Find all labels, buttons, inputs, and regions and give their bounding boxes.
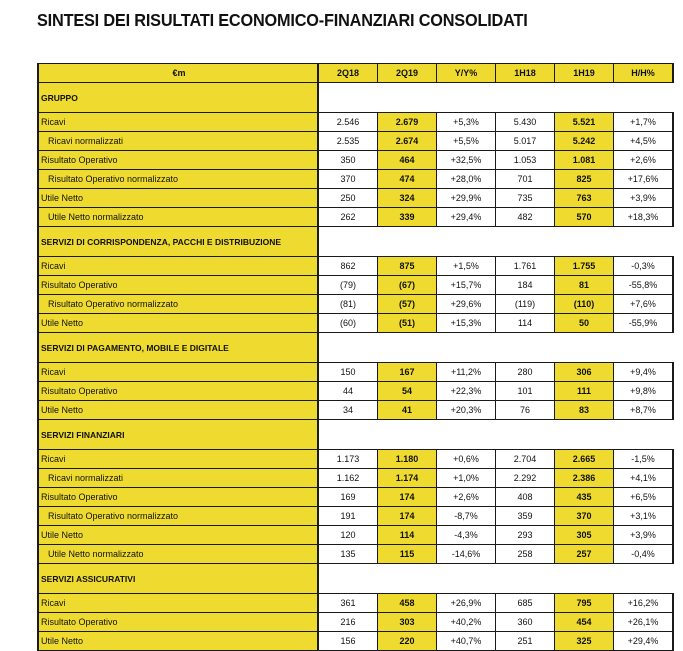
cell-yy: +40,7% [437, 632, 496, 651]
cell-1h18: 685 [496, 594, 555, 613]
cell-1h18: 1.761 [496, 257, 555, 276]
cell-hh: -55,9% [614, 314, 674, 333]
table-row [38, 208, 673, 227]
cell-hh: +29,4% [614, 632, 674, 651]
cell-1h19: 305 [555, 526, 614, 545]
row-label: Utile Netto normalizzato [38, 545, 318, 564]
cell-1h19: 795 [555, 594, 614, 613]
cell-2q19: 114 [378, 526, 437, 545]
cell-yy: -14,6% [437, 545, 496, 564]
row-label: Ricavi [38, 113, 318, 132]
row-label: Risultato Operativo [38, 382, 318, 401]
cell-1h19: 435 [555, 488, 614, 507]
column-header-1h19: 1H19 [555, 64, 614, 83]
cell-2q18: (60) [318, 314, 378, 333]
table-row [38, 545, 673, 564]
section-title: SERVIZI ASSICURATIVI [38, 564, 318, 594]
cell-1h19: 370 [555, 507, 614, 526]
table-row [38, 132, 673, 151]
column-header-yy: Y/Y% [437, 64, 496, 83]
table-row [38, 488, 673, 507]
cell-2q18: 370 [318, 170, 378, 189]
section-header-row [38, 333, 673, 363]
table-row [38, 613, 673, 632]
cell-2q19: 2.674 [378, 132, 437, 151]
cell-1h19: 454 [555, 613, 614, 632]
cell-2q18: 1.173 [318, 450, 378, 469]
table-row [38, 632, 673, 651]
cell-hh: +6,5% [614, 488, 674, 507]
cell-yy: +15,3% [437, 314, 496, 333]
section-title: GRUPPO [38, 83, 318, 113]
section-spacer [318, 333, 673, 363]
cell-2q18: 191 [318, 507, 378, 526]
row-label: Risultato Operativo normalizzato [38, 295, 318, 314]
cell-hh: +26,1% [614, 613, 674, 632]
row-label: Risultato Operativo [38, 151, 318, 170]
section-header-row [38, 83, 673, 113]
cell-1h18: 2.704 [496, 450, 555, 469]
cell-1h18: 258 [496, 545, 555, 564]
cell-2q18: 2.546 [318, 113, 378, 132]
row-label: Risultato Operativo normalizzato [38, 507, 318, 526]
cell-2q19: 54 [378, 382, 437, 401]
cell-2q19: 303 [378, 613, 437, 632]
cell-yy: +1,5% [437, 257, 496, 276]
cell-2q19: (67) [378, 276, 437, 295]
cell-2q19: 115 [378, 545, 437, 564]
row-label: Ricavi [38, 363, 318, 382]
table-row [38, 113, 673, 132]
cell-hh: +1,7% [614, 113, 674, 132]
cell-1h19: (110) [555, 295, 614, 314]
column-header-hh: H/H% [614, 64, 674, 83]
cell-2q18: (79) [318, 276, 378, 295]
cell-1h18: 101 [496, 382, 555, 401]
cell-2q18: 361 [318, 594, 378, 613]
cell-hh: +8,7% [614, 401, 674, 420]
cell-yy: +1,0% [437, 469, 496, 488]
cell-2q18: 1.162 [318, 469, 378, 488]
table-row [38, 295, 673, 314]
cell-hh: -0,3% [614, 257, 674, 276]
cell-2q18: 2.535 [318, 132, 378, 151]
row-label: Risultato Operativo [38, 488, 318, 507]
cell-hh: +3,1% [614, 507, 674, 526]
results-table [37, 63, 674, 651]
cell-1h18: 360 [496, 613, 555, 632]
cell-hh: +4,1% [614, 469, 674, 488]
cell-1h18: 5.430 [496, 113, 555, 132]
table-row [38, 382, 673, 401]
cell-hh: -1,5% [614, 450, 674, 469]
cell-yy: +29,9% [437, 189, 496, 208]
cell-2q19: 2.679 [378, 113, 437, 132]
cell-1h18: 359 [496, 507, 555, 526]
table-row [38, 314, 673, 333]
cell-1h19: 2.386 [555, 469, 614, 488]
cell-2q18: (81) [318, 295, 378, 314]
cell-1h19: 1.755 [555, 257, 614, 276]
row-label: Utile Netto [38, 314, 318, 333]
row-label: Utile Netto [38, 189, 318, 208]
cell-1h18: 482 [496, 208, 555, 227]
table-row [38, 469, 673, 488]
cell-yy: +2,6% [437, 488, 496, 507]
table-row [38, 189, 673, 208]
section-header-row [38, 227, 673, 257]
cell-1h19: 257 [555, 545, 614, 564]
cell-yy: +0,6% [437, 450, 496, 469]
cell-1h18: 76 [496, 401, 555, 420]
cell-hh: -55,8% [614, 276, 674, 295]
cell-1h19: 83 [555, 401, 614, 420]
cell-1h19: 1.081 [555, 151, 614, 170]
row-label: Ricavi [38, 594, 318, 613]
table-row [38, 151, 673, 170]
row-label: Utile Netto [38, 632, 318, 651]
table-row [38, 170, 673, 189]
cell-yy: -4,3% [437, 526, 496, 545]
row-label: Utile Netto normalizzato [38, 208, 318, 227]
cell-2q19: 41 [378, 401, 437, 420]
cell-1h18: 701 [496, 170, 555, 189]
cell-2q18: 44 [318, 382, 378, 401]
row-label: Risultato Operativo normalizzato [38, 170, 318, 189]
cell-2q19: 458 [378, 594, 437, 613]
cell-1h18: 5.017 [496, 132, 555, 151]
section-spacer [318, 227, 673, 257]
table-header-row [38, 64, 673, 83]
cell-2q19: (57) [378, 295, 437, 314]
cell-1h18: 114 [496, 314, 555, 333]
table-row [38, 450, 673, 469]
cell-1h18: 293 [496, 526, 555, 545]
cell-2q18: 262 [318, 208, 378, 227]
table-row [38, 276, 673, 295]
cell-yy: -8,7% [437, 507, 496, 526]
cell-2q19: (51) [378, 314, 437, 333]
cell-2q18: 150 [318, 363, 378, 382]
cell-2q19: 1.180 [378, 450, 437, 469]
cell-1h19: 570 [555, 208, 614, 227]
row-label: Risultato Operativo [38, 613, 318, 632]
cell-2q19: 324 [378, 189, 437, 208]
cell-1h18: (119) [496, 295, 555, 314]
cell-yy: +29,6% [437, 295, 496, 314]
cell-2q18: 156 [318, 632, 378, 651]
section-spacer [318, 420, 673, 450]
cell-hh: +18,3% [614, 208, 674, 227]
row-label: Utile Netto [38, 526, 318, 545]
cell-1h18: 251 [496, 632, 555, 651]
column-header-1h18: 1H18 [496, 64, 555, 83]
row-label: Ricavi normalizzati [38, 132, 318, 151]
cell-2q19: 174 [378, 488, 437, 507]
cell-2q19: 474 [378, 170, 437, 189]
column-header-2q19: 2Q19 [378, 64, 437, 83]
cell-2q18: 350 [318, 151, 378, 170]
cell-1h18: 408 [496, 488, 555, 507]
cell-1h19: 763 [555, 189, 614, 208]
cell-yy: +5,5% [437, 132, 496, 151]
cell-2q19: 220 [378, 632, 437, 651]
section-spacer [318, 83, 673, 113]
cell-2q19: 1.174 [378, 469, 437, 488]
cell-1h19: 325 [555, 632, 614, 651]
table-row [38, 526, 673, 545]
cell-yy: +5,3% [437, 113, 496, 132]
cell-1h18: 280 [496, 363, 555, 382]
cell-2q19: 174 [378, 507, 437, 526]
page-title: SINTESI DEI RISULTATI ECONOMICO-FINANZIARI CONSOLIDATI [37, 10, 528, 30]
cell-hh: +3,9% [614, 526, 674, 545]
cell-hh: +9,8% [614, 382, 674, 401]
cell-1h19: 306 [555, 363, 614, 382]
column-header-2q18: 2Q18 [318, 64, 378, 83]
row-label: Risultato Operativo [38, 276, 318, 295]
cell-yy: +22,3% [437, 382, 496, 401]
section-title: SERVIZI DI CORRISPONDENZA, PACCHI E DISTRIBUZIONE [38, 227, 318, 257]
table-row [38, 363, 673, 382]
section-header-row [38, 564, 673, 594]
cell-1h19: 50 [555, 314, 614, 333]
cell-1h18: 735 [496, 189, 555, 208]
cell-yy: +40,2% [437, 613, 496, 632]
section-header-row [38, 420, 673, 450]
cell-2q18: 120 [318, 526, 378, 545]
cell-2q19: 875 [378, 257, 437, 276]
table-row [38, 507, 673, 526]
cell-1h19: 111 [555, 382, 614, 401]
cell-yy: +28,0% [437, 170, 496, 189]
cell-1h18: 1.053 [496, 151, 555, 170]
cell-hh: +4,5% [614, 132, 674, 151]
cell-2q19: 339 [378, 208, 437, 227]
cell-yy: +29,4% [437, 208, 496, 227]
cell-1h19: 81 [555, 276, 614, 295]
cell-1h18: 184 [496, 276, 555, 295]
cell-1h18: 2.292 [496, 469, 555, 488]
cell-yy: +11,2% [437, 363, 496, 382]
cell-hh: +17,6% [614, 170, 674, 189]
cell-2q18: 34 [318, 401, 378, 420]
cell-hh: +2,6% [614, 151, 674, 170]
table-row [38, 257, 673, 276]
column-header-unit: €m [38, 64, 318, 83]
section-spacer [318, 564, 673, 594]
section-title: SERVIZI FINANZIARI [38, 420, 318, 450]
cell-yy: +15,7% [437, 276, 496, 295]
cell-hh: +3,9% [614, 189, 674, 208]
cell-1h19: 2.665 [555, 450, 614, 469]
cell-yy: +20,3% [437, 401, 496, 420]
cell-hh: +16,2% [614, 594, 674, 613]
cell-2q18: 216 [318, 613, 378, 632]
row-label: Utile Netto [38, 401, 318, 420]
row-label: Ricavi normalizzati [38, 469, 318, 488]
cell-2q18: 169 [318, 488, 378, 507]
cell-yy: +26,9% [437, 594, 496, 613]
row-label: Ricavi [38, 450, 318, 469]
cell-1h19: 825 [555, 170, 614, 189]
cell-hh: +9,4% [614, 363, 674, 382]
cell-2q18: 862 [318, 257, 378, 276]
table-row [38, 401, 673, 420]
cell-yy: +32,5% [437, 151, 496, 170]
cell-1h19: 5.521 [555, 113, 614, 132]
cell-2q19: 464 [378, 151, 437, 170]
section-title: SERVIZI DI PAGAMENTO, MOBILE E DIGITALE [38, 333, 318, 363]
cell-2q18: 135 [318, 545, 378, 564]
cell-hh: -0,4% [614, 545, 674, 564]
cell-2q19: 167 [378, 363, 437, 382]
cell-hh: +7,6% [614, 295, 674, 314]
cell-2q18: 250 [318, 189, 378, 208]
table-row [38, 594, 673, 613]
cell-1h19: 5.242 [555, 132, 614, 151]
row-label: Ricavi [38, 257, 318, 276]
